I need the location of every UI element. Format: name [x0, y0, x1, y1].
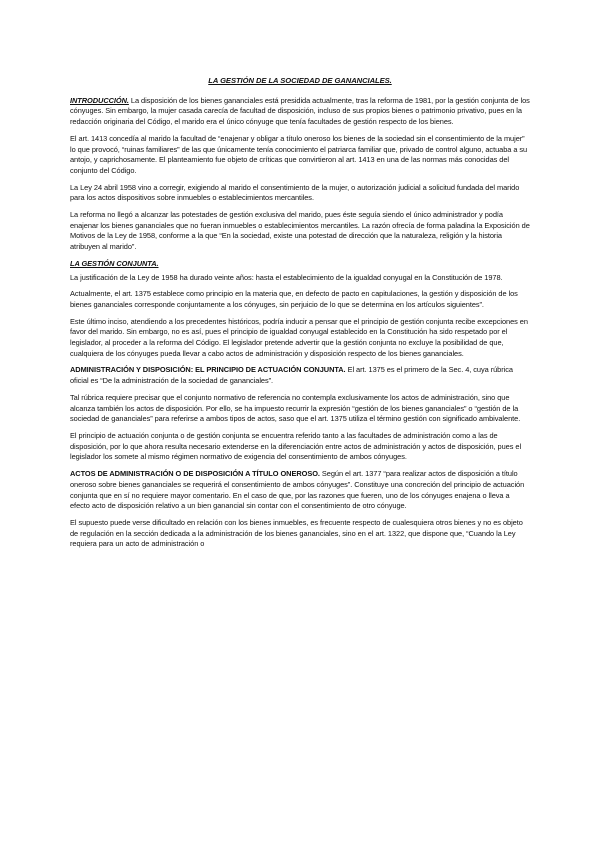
- paragraph-justificacion: La justificación de la Ley de 1958 ha durado veinte años: hasta el establecimiento de la igualdad conyugal en la Constitución de 1978.: [70, 272, 503, 282]
- intro-heading: INTRODUCCIÓN.: [70, 95, 129, 105]
- paragraph-rubrica: Tal rúbrica requiere precisar que el conjunto normativo de referencia no contempla exclusivamente los actos de administración, sino que alcanza también los actos de disposición. Por ello, se ha impuesto recurrir la expresión “gestión de los bienes gananciales” o “gestión de la sociedad de gananciales” para referirse a ambos tipos de actos, saso que el art. 1375 utiliza el término gestión con significado ambivalente.: [70, 392, 521, 424]
- paragraph-ultimo-inciso: Este último inciso, atendiendo a los precedentes históricos, podría inducir a pensar que el principio de gestión conjunta recibe excepciones en favor del marido. Sin embargo, no es así, pues el principio de igualdad conyugal establecido en la Constitución ha sido respetado por el legislador, al proceder a la reforma del Código. El legislador pretende advertir que la gestión conjunta no excluye la posibilidad de que, cualquiera de los cónyuges pueda llevar a cabo actos de administración y disposición respecto de los bienes gananciales.: [70, 316, 528, 358]
- intro-text: La disposición de los bienes gananciales está presidida actualmente, tras la reforma de 1981, por la gestión conjunta de los cónyuges. Sin embargo, la mujer casada carecía de facultad de disposición, incluso de sus propios bienes o patrimonio privativo, pues en la redacción originaria del Código, el marido era el único cónyuge que tenía facultades de gestión respecto de los bienes.: [70, 95, 530, 127]
- actos-oneroso-heading: ACTOS DE ADMINISTRACIÓN O DE DISPOSICIÓN A TÍTULO ONEROSO.: [70, 469, 320, 479]
- actos-oneroso-text: Según el art. 1377 “para realizar actos de disposición a título oneroso sobre bienes gananciales se requerirá el consentimiento de ambos cónyuges”. Constituye una concreción del principio de actuación conjunta que en sí no requiere mayor comentario. En el caso de que, por las razones que fueren, uno de los cónyuges enajena o lleva a efecto acto de disposición relativo a un bien ganancial sin contar con el consentimiento de otro cónyuge.: [70, 469, 525, 511]
- section-heading-gestion-conjunta: LA GESTIÓN CONJUNTA.: [70, 258, 159, 268]
- intro-paragraph: [70, 96, 530, 128]
- paragraph-reforma: La reforma no llegó a alcanzar las potestades de gestión exclusiva del marido, pues éste seguía siendo el único administrador y podía enajenar los bienes gananciales que no fueran inmuebles o establecimientos mercantiles. La razón ofrecía de forma paladina la Exposición de Motivos de la Ley de 1958, conforme a la que “En la sociedad, existe una potestad de dirección que la naturaleza, religión y la historia atribuyen al marido”.: [70, 210, 530, 252]
- document-body: [70, 76, 530, 556]
- document-title: LA GESTIÓN DE LA SOCIEDAD DE GANANCIALES.: [208, 76, 392, 85]
- paragraph-ley-1958: La Ley 24 abril 1958 vino a corregir, exigiendo al marido el consentimiento de la mujer, o autorización judicial a solicitud fundada del marido para los actos dispositivos sobre inmuebles o establecimientos mercantiles.: [70, 182, 520, 203]
- paragraph-principio-actuacion: [70, 365, 530, 386]
- principio-actuacion-heading: ADMINISTRACIÓN Y DISPOSICIÓN: EL PRINCIPIO DE ACTUACIÓN CONJUNTA.: [70, 365, 346, 375]
- paragraph-supuesto: El supuesto puede verse dificultado en relación con los bienes inmuebles, es frecuente respecto de cualesquiera otros bienes y no es objeto de regulación en la sección dedicada a la administración de los bienes gananciales, sino en el art. 1322, que dispone que, “Cuando la Ley requiera para un acto de administración o: [70, 517, 523, 549]
- paragraph-gestion-conjunta: El principio de actuación conjunta o de gestión conjunta se encuentra referido tanto a las facultades de administración como a las de disposición, por lo que ahora resulta necesario extenderse en la diferenciación entre actos de administración y actos de disposición, pues el legislador los somete al mismo régimen normativo de exigencia del consentimiento de ambos cónyuges.: [70, 430, 522, 462]
- paragraph-art-1413: El art. 1413 concedía al marido la facultad de “enajenar y obligar a título oneroso los bienes de la sociedad sin el consentimiento de la mujer” lo que provocó, “ruinas familiares” de las que únicamente tenía conocimiento el patriarca familiar que, privado de control alguno, actuaba a su antojo, y caprichosamente. El planteamiento fue objeto de críticas que convirtieron al art. 1413 en una de las normas más conocidas del conjunto del Código.: [70, 133, 528, 175]
- paragraph-art-1375: Actualmente, el art. 1375 establece como principio en la materia que, en defecto de pacto en capitulaciones, la gestión y disposición de los bienes gananciales corresponde conjuntamente a los cónyuges, sin perjuicio de lo que se determina en los artículos siguientes”.: [70, 289, 518, 309]
- paragraph-actos-oneroso: [70, 469, 530, 512]
- principio-actuacion-text: El art. 1375 es el primero de la Sec. 4, cuya rúbrica oficial es “De la administración de la sociedad de gananciales”.: [70, 365, 513, 386]
